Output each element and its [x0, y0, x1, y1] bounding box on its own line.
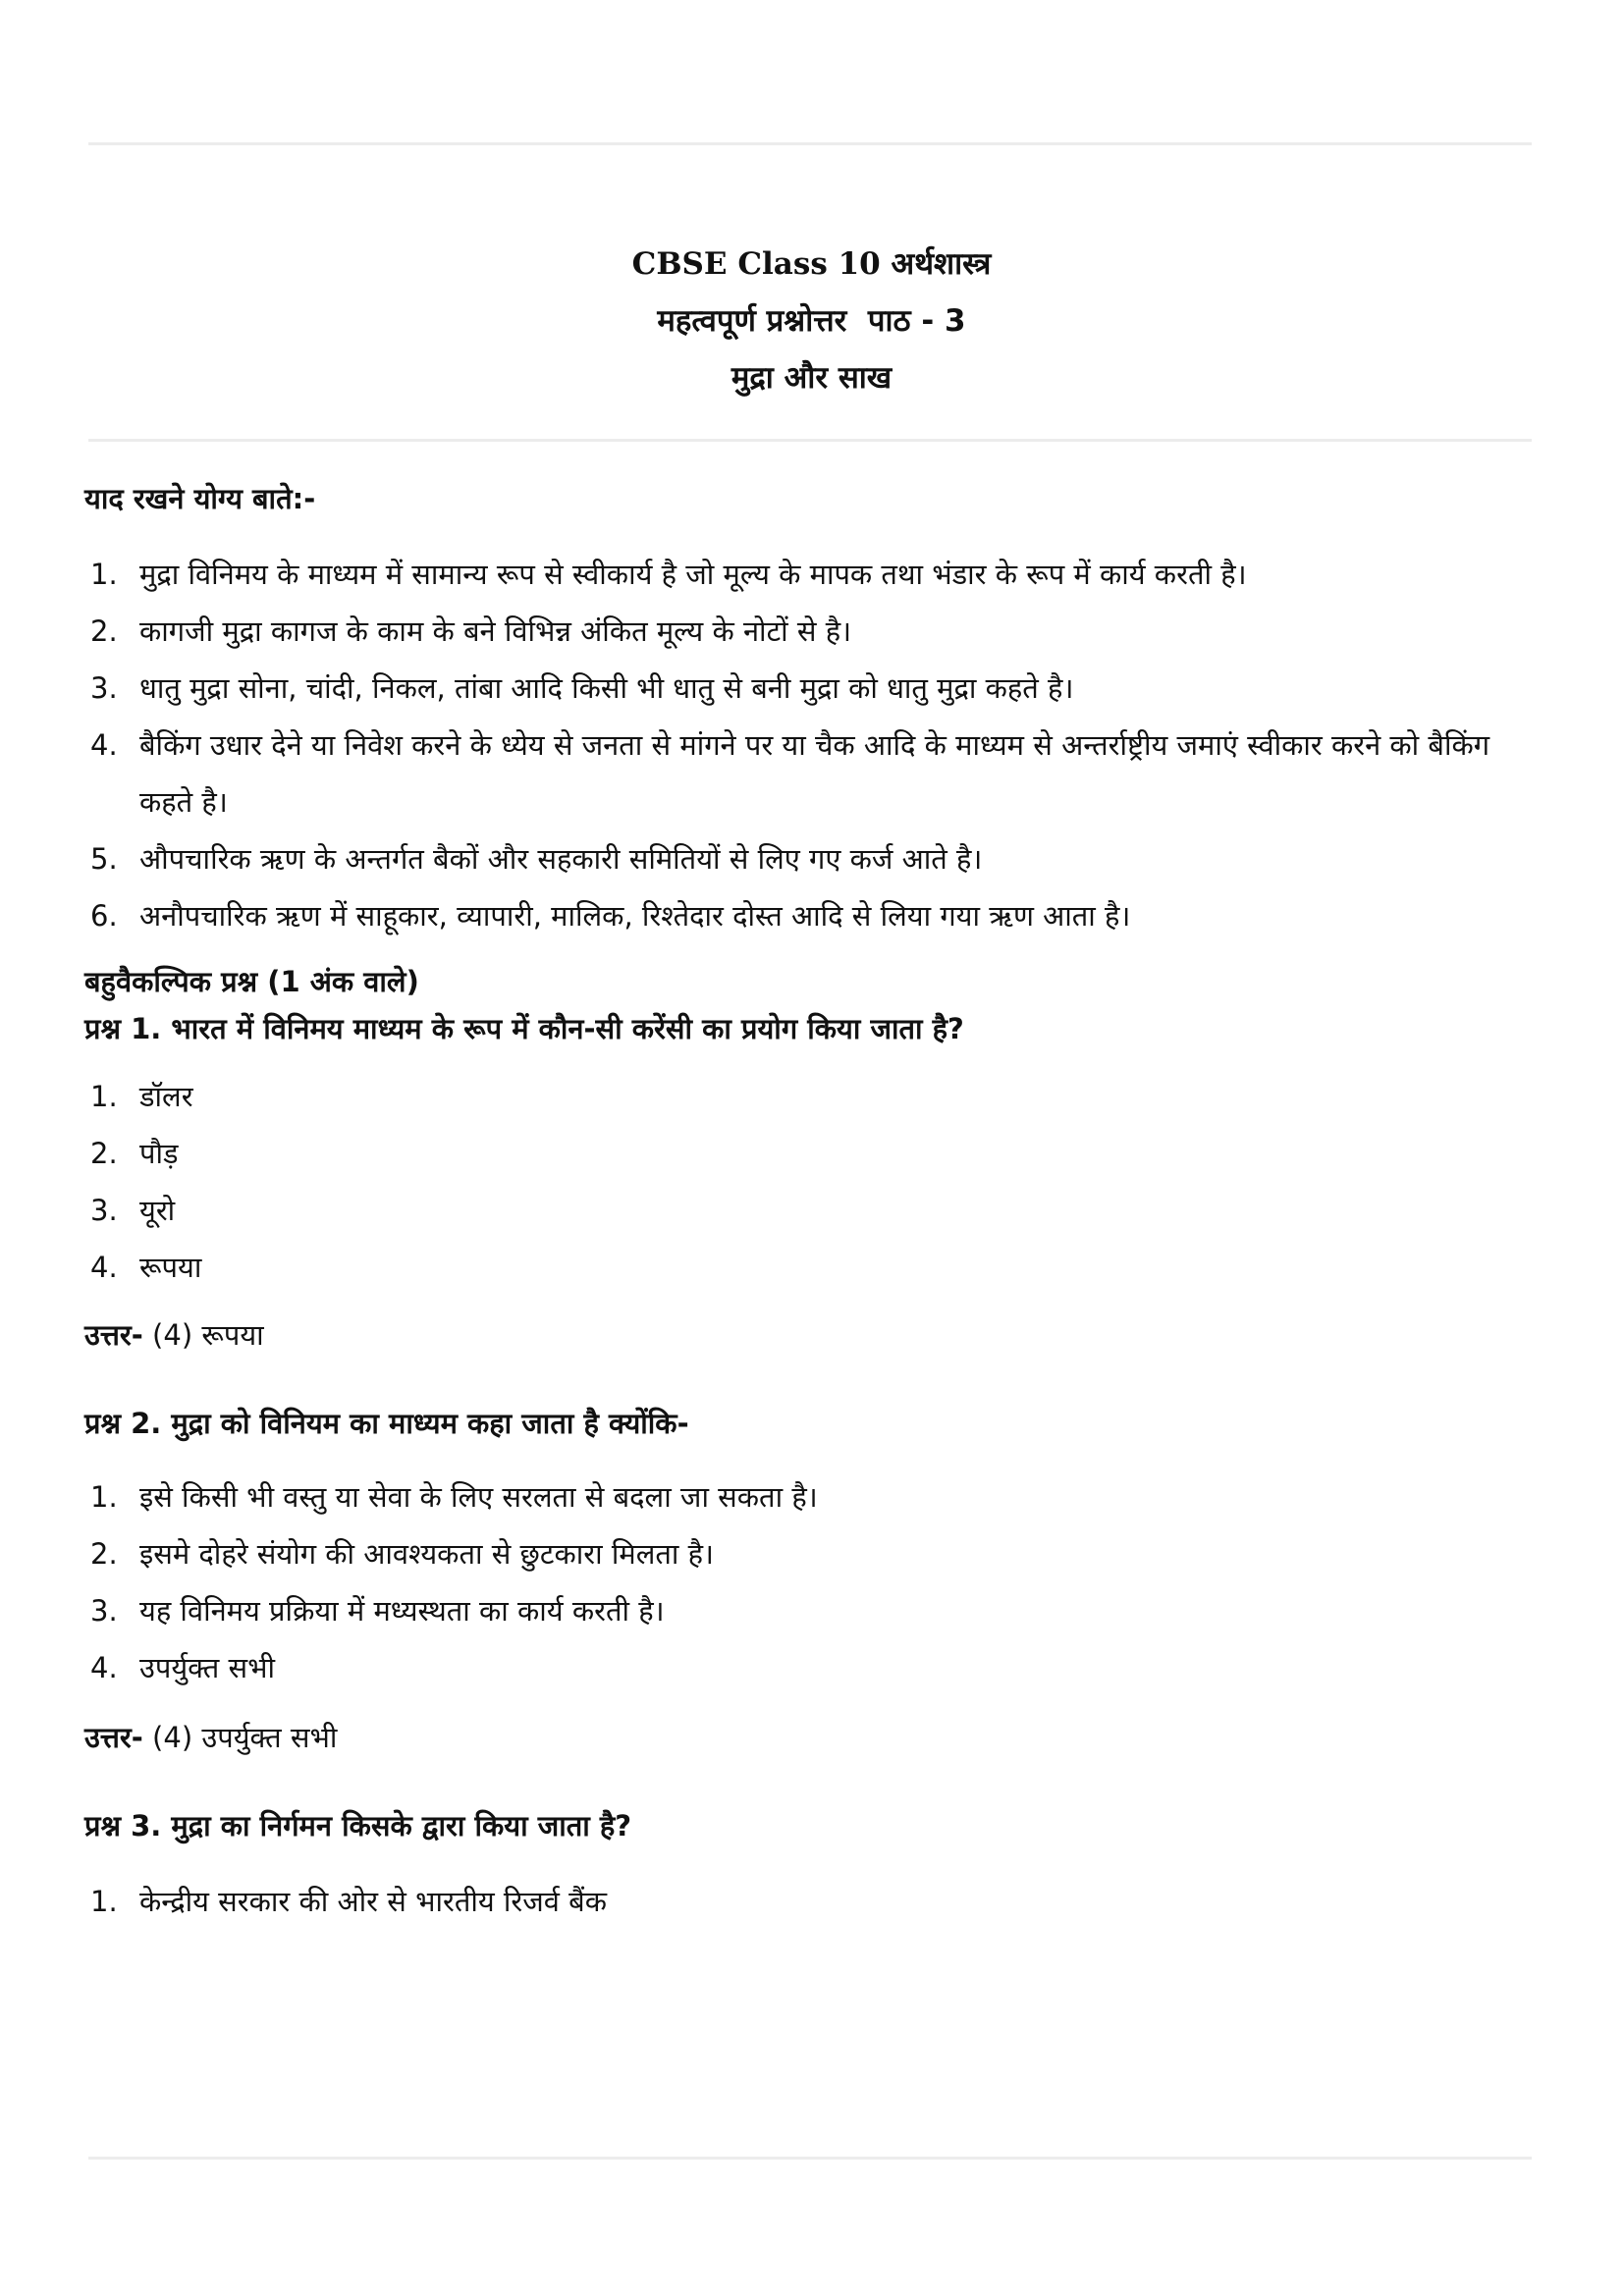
option-item	[84, 1239, 1547, 1296]
option-number: 2.	[90, 1137, 118, 1170]
list-item	[84, 717, 1547, 830]
option-item	[84, 1525, 1547, 1582]
top-divider	[88, 142, 1532, 145]
question-title: प्रश्न 2. मुद्रा को विनियम का माध्यम कहा जाता है क्योंकि-	[84, 1407, 689, 1440]
mcq-heading: बहुवैकल्पिक प्रश्न (1 अंक वाले)	[84, 965, 419, 998]
option-text: पौड़	[139, 1137, 179, 1170]
list-item	[84, 546, 1547, 603]
item-text: औपचारिक ऋण के अन्तर्गत बैकों और सहकारी समितियों से लिए गए कर्ज आते है।	[139, 842, 983, 876]
option-number: 4.	[90, 1251, 118, 1284]
document-title	[0, 236, 1623, 293]
question-options	[84, 1068, 1547, 1296]
item-number: 1.	[90, 558, 118, 591]
item-text: अनौपचारिक ऋण में साहूकार, व्यापारी, मालिक, रिश्तेदार दोस्त आदि से लिया गया ऋण आता है।	[139, 899, 1131, 933]
document-header	[0, 236, 1623, 406]
option-item	[84, 1582, 1547, 1639]
item-number: 4.	[90, 728, 118, 762]
option-text: रूपया	[139, 1251, 202, 1284]
option-item	[84, 1068, 1547, 1125]
option-text: यूरो	[139, 1194, 176, 1227]
question-title: प्रश्न 1. भारत में विनिमय माध्यम के रूप में कौन-सी करेंसी का प्रयोग किया जाता है?	[84, 1012, 964, 1045]
question-options	[84, 1873, 1547, 1930]
remember-heading: याद रखने योग्य बाते:-	[84, 482, 316, 515]
item-text: कागजी मुद्रा कागज के काम के बने विभिन्न अंकित मूल्य के नोटों से है।	[139, 614, 852, 648]
item-text: मुद्रा विनिमय के माध्यम में सामान्य रूप से स्वीकार्य है जो मूल्य के मापक तथा भंडार के रूप में कार्य करती है।	[139, 558, 1247, 591]
answer-text: (4) रूपया	[142, 1318, 264, 1352]
list-item	[84, 660, 1547, 717]
option-item	[84, 1873, 1547, 1930]
option-text: इसमे दोहरे संयोग की आवश्यकता से छुटकारा मिलता है।	[139, 1537, 715, 1571]
item-number: 2.	[90, 614, 118, 648]
header-divider	[88, 439, 1532, 442]
option-number: 1.	[90, 1885, 118, 1918]
title-english: CBSE Class 10	[631, 246, 881, 282]
option-number: 3.	[90, 1194, 118, 1227]
option-text: इसे किसी भी वस्तु या सेवा के लिए सरलता से बदला जा सकता है।	[139, 1480, 818, 1514]
item-number: 6.	[90, 899, 118, 933]
chapter-title: मुद्रा और साख	[730, 360, 893, 396]
list-item	[84, 830, 1547, 887]
option-text: केन्द्रीय सरकार की ओर से भारतीय रिजर्व बैंक	[139, 1885, 607, 1918]
item-number: 3.	[90, 671, 118, 705]
option-number: 1.	[90, 1080, 118, 1113]
option-number: 1.	[90, 1480, 118, 1514]
option-item	[84, 1182, 1547, 1239]
option-item	[84, 1639, 1547, 1696]
bottom-divider	[88, 2157, 1532, 2160]
remember-list	[84, 546, 1547, 944]
answer-label: उत्तर-	[84, 1721, 143, 1754]
document-subtitle: महत्वपूर्ण प्रश्नोत्तर पाठ - 3	[657, 303, 966, 339]
item-text: धातु मुद्रा सोना, चांदी, निकल, तांबा आदि किसी भी धातु से बनी मुद्रा को धातु मुद्रा कहते है।	[139, 671, 1074, 705]
option-number: 4.	[90, 1651, 118, 1684]
option-text: यह विनिमय प्रक्रिया में मध्यस्थता का कार्य करती है।	[139, 1594, 665, 1628]
list-item	[84, 887, 1547, 944]
list-item	[84, 603, 1547, 660]
item-number: 5.	[90, 842, 118, 876]
option-number: 3.	[90, 1594, 118, 1628]
answer	[84, 1718, 1547, 1757]
answer	[84, 1315, 1547, 1355]
option-text: उपर्युक्त सभी	[139, 1651, 275, 1684]
answer-text: (4) उपर्युक्त सभी	[142, 1721, 338, 1754]
title-hindi: अर्थशास्त्र	[891, 246, 992, 282]
option-item	[84, 1468, 1547, 1525]
item-text: बैकिंग उधार देने या निवेश करने के ध्येय से जनता से मांगने पर या चैक आदि के माध्यम से अन्तर्राष्ट्रीय जमाएं स्वीकार करने को बैकिंग कहते है।	[139, 728, 1490, 819]
question-options	[84, 1468, 1547, 1696]
option-text: डॉलर	[139, 1080, 193, 1113]
answer-label: उत्तर-	[84, 1318, 143, 1352]
option-number: 2.	[90, 1537, 118, 1571]
document-body	[84, 479, 1547, 1930]
question-title: प्रश्न 3. मुद्रा का निर्गमन किसके द्वारा किया जाता है?	[84, 1809, 632, 1842]
option-item	[84, 1125, 1547, 1182]
